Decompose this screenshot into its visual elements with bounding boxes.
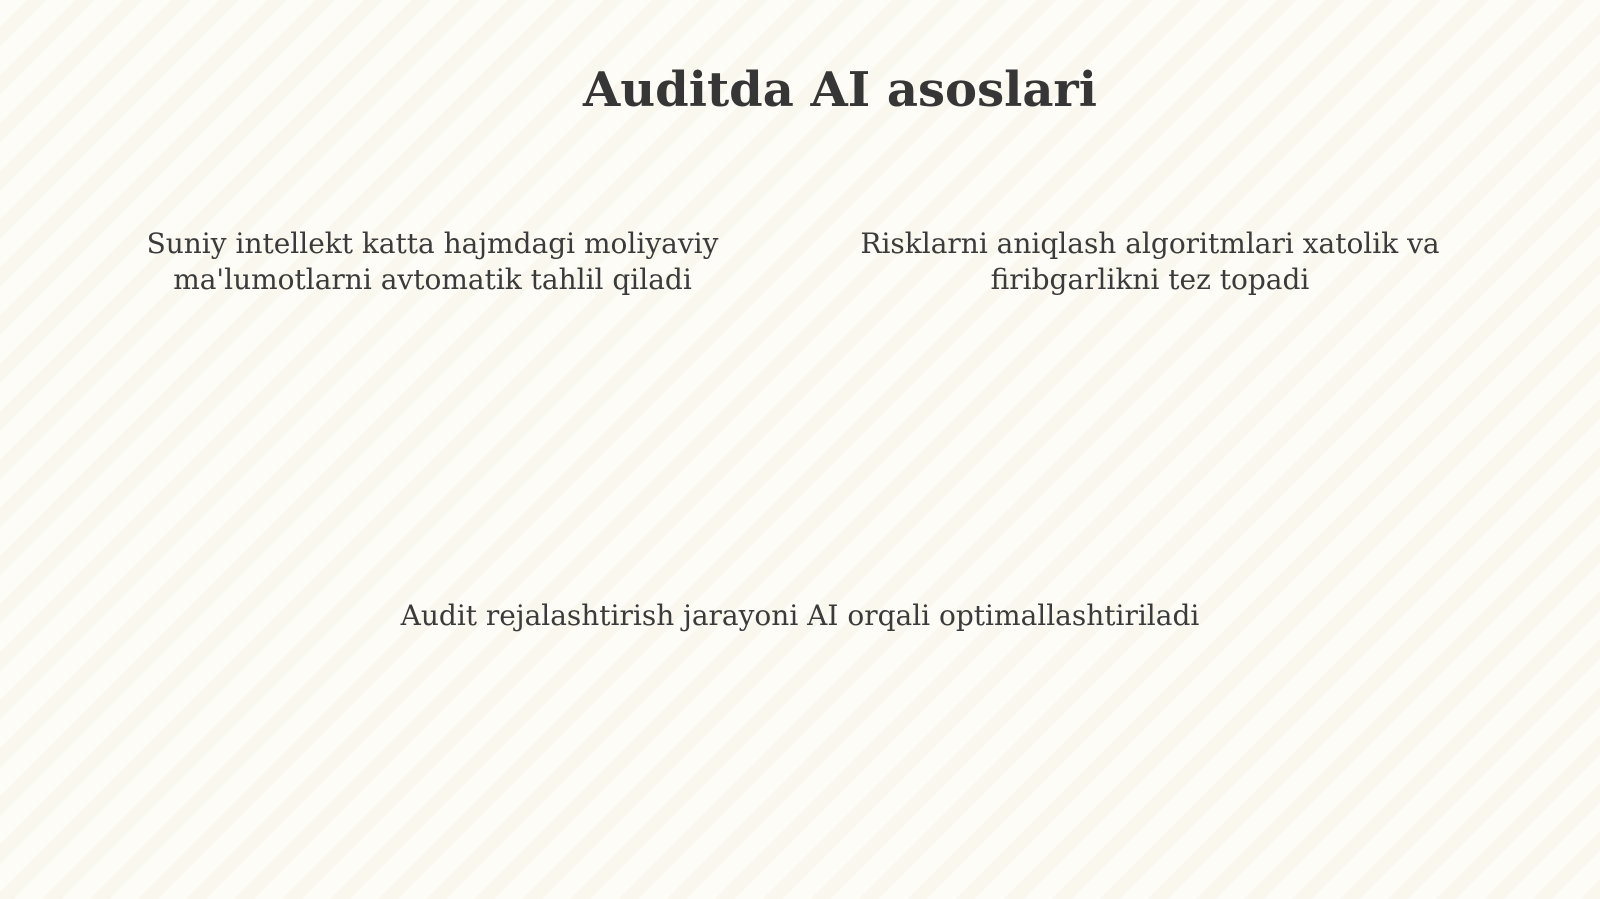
point-audit-planning: Audit rejalashtirish jarayoni AI orqali optimallashtiriladi (400, 599, 1200, 632)
point-risk-detection: Risklarni aniqlash algoritmlari xatolik va firibgarlikni tez topadi (860, 227, 1440, 296)
point-ai-data-analysis: Suniy intellekt katta hajmdagi moliyaviy ma'lumotlarni avtomatik tahlil qiladi (146, 227, 719, 296)
slide-title: Auditda AI asoslari (583, 62, 1097, 118)
